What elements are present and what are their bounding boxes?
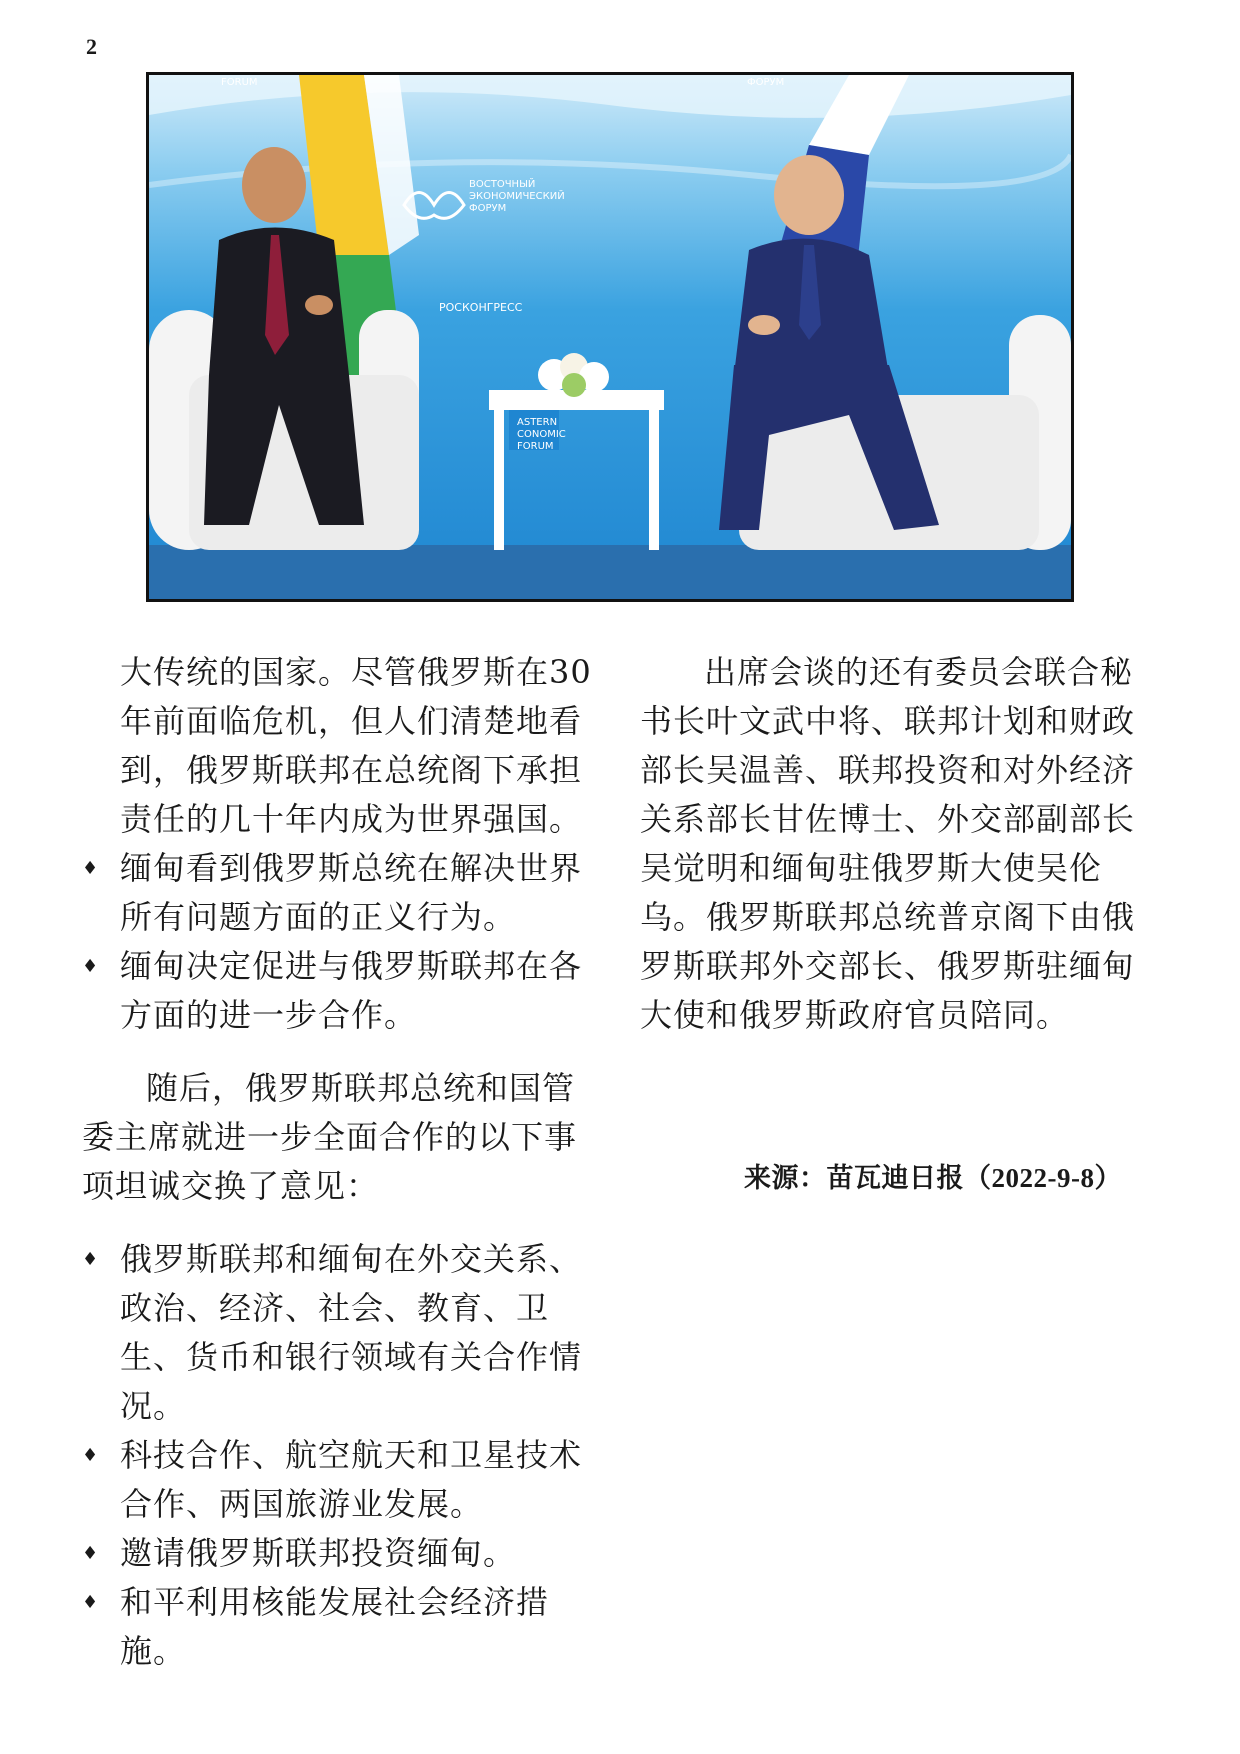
- list-item-text: 缅甸看到俄罗斯总统在解决世界所有问题方面的正义行为。: [120, 849, 583, 936]
- table-text-2: CONOMIC: [517, 429, 566, 440]
- logo-text-3: ФОРУМ: [469, 203, 507, 214]
- list-item-text: 俄罗斯联邦和缅甸在外交关系、政治、经济、社会、教育、卫生、货币和银行领域有关合作情况。: [120, 1240, 583, 1425]
- roscongress-text: РОСКОНГРЕСС: [439, 301, 523, 314]
- page-number: 2: [86, 34, 97, 59]
- bullet-diamond-icon: ♦: [82, 858, 100, 879]
- list-item: [82, 1529, 602, 1578]
- list-item-text: 缅甸决定促进与俄罗斯联邦在各方面的进一步合作。: [120, 947, 583, 1034]
- list-item: [82, 844, 602, 942]
- source-citation: 来源：苗瓦迪日报（2022-9-8）: [744, 1163, 1122, 1193]
- bullet-diamond-icon: ♦: [82, 1543, 100, 1564]
- bullet-diamond-icon: ♦: [82, 1445, 100, 1466]
- photo-illustration: [149, 75, 1071, 599]
- list-item: [82, 942, 602, 1040]
- list-item: [82, 1431, 602, 1529]
- list-item: [82, 1578, 602, 1676]
- list-item: [82, 1235, 602, 1431]
- right-column: [640, 648, 1160, 1040]
- meeting-photo: [146, 72, 1074, 602]
- bullet-diamond-icon: ♦: [82, 1592, 100, 1613]
- bullet-diamond-icon: ♦: [82, 956, 100, 977]
- logo-text-1: ВОСТОЧНЫЙ: [469, 179, 536, 190]
- left-column: [82, 648, 602, 1676]
- list-item-text: 和平利用核能发展社会经济措施。: [120, 1583, 550, 1670]
- logo-text-2: ЭКОНОМИЧЕСКИЙ: [469, 191, 565, 202]
- bullet-list-2: [82, 1235, 602, 1676]
- forum-top-left-text: FORUM: [221, 77, 258, 88]
- bullet-list-1: [82, 844, 602, 1040]
- list-item-text: 科技合作、航空航天和卫星技术合作、两国旅游业发展。: [120, 1436, 583, 1523]
- table-text-3: FORUM: [517, 441, 554, 452]
- continuation-paragraph: 大传统的国家。尽管俄罗斯在30年前面临危机，但人们清楚地看到，俄罗斯联邦在总统阁下承担责任的几十年内成为世界强国。: [120, 653, 592, 838]
- side-table: [489, 390, 664, 550]
- discussion-paragraph: 随后，俄罗斯联邦总统和国管委主席就进一步全面合作的以下事项坦诚交换了意见：: [82, 1069, 578, 1205]
- bullet-diamond-icon: ♦: [82, 1249, 100, 1270]
- list-item-text: 邀请俄罗斯联邦投资缅甸。: [120, 1534, 517, 1572]
- forum-top-right-text: ФОРУМ: [747, 77, 785, 88]
- attendees-paragraph: 出席会谈的还有委员会联合秘书长叶文武中将、联邦计划和财政部长吴温善、联邦投资和对外经济关系部长甘佐博士、外交部副部长吴觉明和缅甸驻俄罗斯大使吴伦乌。俄罗斯联邦总统普京阁下由俄罗斯联邦外交部长、俄罗斯驻缅甸大使和俄罗斯政府官员陪同。: [640, 653, 1136, 1034]
- table-text-1: ASTERN: [517, 417, 558, 428]
